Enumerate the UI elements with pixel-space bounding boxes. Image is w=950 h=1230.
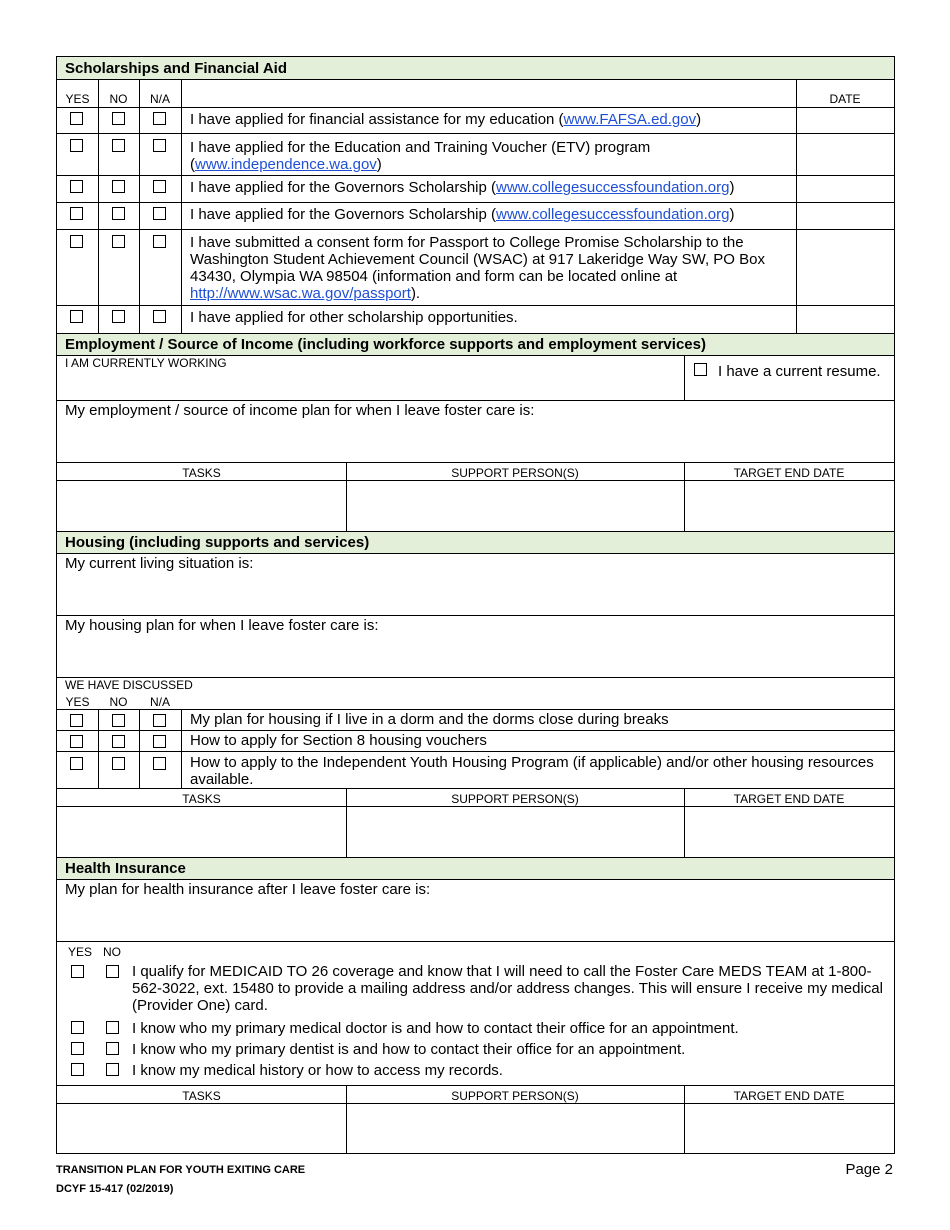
housing-title: Housing (including supports and services)	[65, 534, 370, 551]
college-success-link[interactable]: www.collegesuccessfoundation.org	[496, 179, 730, 196]
page-number: Page 2	[845, 1161, 893, 1178]
health-3-no-checkbox[interactable]	[106, 1042, 119, 1055]
scholarship-1-yes-checkbox[interactable]	[70, 112, 83, 125]
housing-row-1: My plan for housing if I live in a dorm and the dorms close during breaks	[190, 711, 669, 728]
health-2-yes-checkbox[interactable]	[71, 1021, 84, 1034]
col-yes-label: YES	[65, 92, 90, 106]
form-number-footer: DCYF 15-417 (02/2019)	[56, 1183, 174, 1195]
housing-1-yes-checkbox[interactable]	[70, 714, 83, 727]
scholarship-2-na-checkbox[interactable]	[153, 139, 166, 152]
health-4-no-checkbox[interactable]	[106, 1063, 119, 1076]
health-title: Health Insurance	[65, 860, 186, 877]
health-item-1: I qualify for MEDICAID TO 26 coverage and know that I will need to call the Foster Care MEDS TEAM at 1-800-562-3022, ext. 15480 to provide a mailing address and/or address changes. This will ensure I receive my medical (Provider One) card.	[132, 963, 883, 1014]
housing-3-na-checkbox[interactable]	[153, 757, 166, 770]
scholarship-6-na-checkbox[interactable]	[153, 310, 166, 323]
employment-title: Employment / Source of Income (including workforce supports and employment services)	[65, 336, 706, 353]
scholarship-5-na-checkbox[interactable]	[153, 235, 166, 248]
health-item-3: I know who my primary dentist is and how to contact their office for an appointment.	[132, 1041, 686, 1058]
health-3-yes-checkbox[interactable]	[71, 1042, 84, 1055]
scholarship-row-2: I have applied for the Education and Training Voucher (ETV) program (www.independence.wa.gov)	[190, 139, 651, 173]
health-col-no: NO	[103, 945, 121, 959]
scholarship-3-na-checkbox[interactable]	[153, 180, 166, 193]
employment-tasks-header: TASKS	[182, 466, 221, 480]
scholarship-row-6: I have applied for other scholarship opportunities.	[190, 309, 518, 326]
scholarship-row-4: I have applied for the Governors Scholarship (www.collegesuccessfoundation.org)	[190, 206, 735, 223]
scholarship-1-na-checkbox[interactable]	[153, 112, 166, 125]
col-no-label: NO	[109, 92, 128, 106]
housing-2-na-checkbox[interactable]	[153, 735, 166, 748]
wsac-passport-link[interactable]: http://www.wsac.wa.gov/passport	[190, 285, 411, 302]
scholarships-title: Scholarships and Financial Aid	[65, 60, 287, 77]
currently-working-label: I AM CURRENTLY WORKING	[65, 356, 227, 370]
scholarship-row-3: I have applied for the Governors Scholarship (www.collegesuccessfoundation.org)	[190, 179, 735, 196]
scholarship-1-no-checkbox[interactable]	[112, 112, 125, 125]
college-success-link-2[interactable]: www.collegesuccessfoundation.org	[496, 206, 730, 223]
housing-tasks-header: TASKS	[182, 792, 221, 806]
health-1-no-checkbox[interactable]	[106, 965, 119, 978]
scholarship-5-no-checkbox[interactable]	[112, 235, 125, 248]
fafsa-link[interactable]: www.FAFSA.ed.gov	[563, 111, 697, 128]
employment-target-header: TARGET END DATE	[733, 466, 845, 480]
independence-link[interactable]: www.independence.wa.gov	[195, 156, 377, 173]
scholarship-row-5: I have submitted a consent form for Passport to College Promise Scholarship to the Washington Student Achievement Council (WSAC) at 917 Lakeridge Way SW, PO Box 43430, Olympia WA 98504 (information and form can be located online at http://www.wsac.wa.gov/passport).	[190, 234, 765, 302]
health-item-2: I know who my primary medical doctor is and how to contact their office for an appointment.	[132, 1020, 739, 1037]
form-title-footer: TRANSITION PLAN FOR YOUTH EXITING CARE	[56, 1164, 306, 1176]
health-item-4: I know my medical history or how to access my records.	[132, 1062, 503, 1079]
health-4-yes-checkbox[interactable]	[71, 1063, 84, 1076]
employment-support-header: SUPPORT PERSON(S)	[451, 466, 579, 480]
employment-plan-label: My employment / source of income plan for when I leave foster care is:	[65, 402, 535, 419]
scholarship-2-yes-checkbox[interactable]	[70, 139, 83, 152]
housing-2-yes-checkbox[interactable]	[70, 735, 83, 748]
health-support-header: SUPPORT PERSON(S)	[451, 1089, 579, 1103]
housing-1-na-checkbox[interactable]	[153, 714, 166, 727]
scholarship-row-1: I have applied for financial assistance for my education (www.FAFSA.ed.gov)	[190, 111, 702, 128]
housing-col-no: NO	[109, 695, 128, 709]
housing-3-yes-checkbox[interactable]	[70, 757, 83, 770]
housing-2-no-checkbox[interactable]	[112, 735, 125, 748]
housing-row-3: How to apply to the Independent Youth Housing Program (if applicable) and/or other housing resources available.	[190, 754, 874, 788]
housing-col-yes: YES	[65, 695, 90, 709]
col-na-label: N/A	[149, 92, 170, 106]
health-target-header: TARGET END DATE	[733, 1089, 845, 1103]
housing-plan-label: My housing plan for when I leave foster care is:	[65, 617, 379, 634]
housing-row-2: How to apply for Section 8 housing vouchers	[190, 732, 487, 749]
housing-1-no-checkbox[interactable]	[112, 714, 125, 727]
housing-col-na: N/A	[149, 695, 170, 709]
health-col-yes: YES	[68, 945, 93, 959]
health-2-no-checkbox[interactable]	[106, 1021, 119, 1034]
health-1-yes-checkbox[interactable]	[71, 965, 84, 978]
housing-target-header: TARGET END DATE	[733, 792, 845, 806]
health-plan-label: My plan for health insurance after I leave foster care is:	[65, 881, 431, 898]
scholarship-6-yes-checkbox[interactable]	[70, 310, 83, 323]
scholarship-4-no-checkbox[interactable]	[112, 207, 125, 220]
we-have-discussed-label: WE HAVE DISCUSSED	[65, 678, 193, 692]
scholarship-2-no-checkbox[interactable]	[112, 139, 125, 152]
scholarship-6-no-checkbox[interactable]	[112, 310, 125, 323]
scholarship-3-yes-checkbox[interactable]	[70, 180, 83, 193]
housing-support-header: SUPPORT PERSON(S)	[451, 792, 579, 806]
current-resume-label: I have a current resume.	[718, 363, 881, 380]
health-tasks-header: TASKS	[182, 1089, 221, 1103]
scholarship-4-na-checkbox[interactable]	[153, 207, 166, 220]
scholarship-3-no-checkbox[interactable]	[112, 180, 125, 193]
scholarship-4-yes-checkbox[interactable]	[70, 207, 83, 220]
current-living-label: My current living situation is:	[65, 555, 254, 572]
housing-3-no-checkbox[interactable]	[112, 757, 125, 770]
scholarship-5-yes-checkbox[interactable]	[70, 235, 83, 248]
col-date-label: DATE	[829, 92, 861, 106]
